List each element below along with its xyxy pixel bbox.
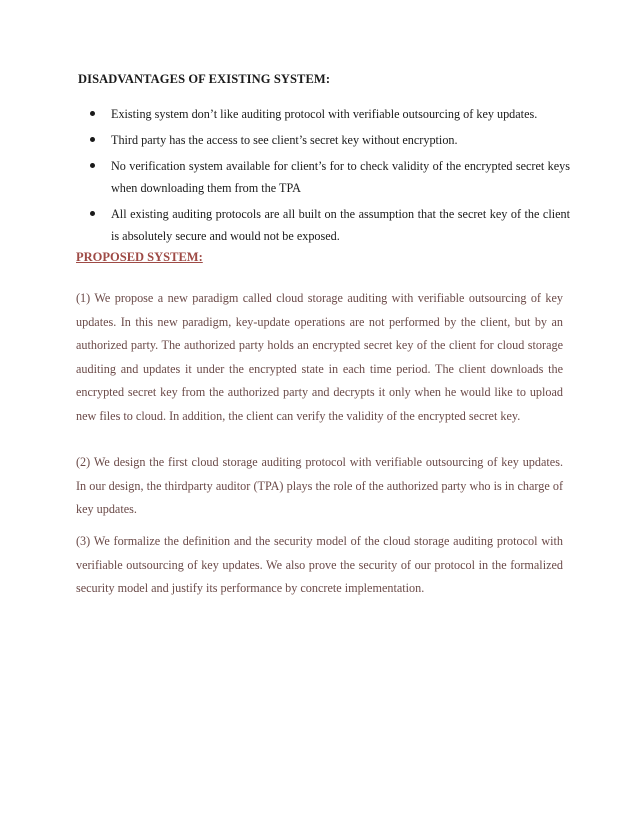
bullet-icon <box>90 211 95 216</box>
proposed-paragraph-2: (2) We design the first cloud storage auditing protocol with verifiable outsourcing of key updates. In our design, the thirdparty auditor (TPA) plays the role of the authorized party who is in charge of key updates. <box>76 455 563 516</box>
disadvantages-heading: DISADVANTAGES OF EXISTING SYSTEM: <box>78 72 331 86</box>
list-item-text: Third party has the access to see client’s secret key without encryption. <box>111 133 458 147</box>
list-item <box>90 155 570 199</box>
list-item <box>90 103 570 125</box>
list-item <box>90 129 570 151</box>
bullet-icon <box>90 137 95 142</box>
list-item <box>90 203 570 247</box>
bullet-icon <box>90 163 95 168</box>
bullet-icon <box>90 111 95 116</box>
disadvantages-list <box>90 103 570 251</box>
list-item-text: Existing system don’t like auditing protocol with verifiable outsourcing of key updates. <box>111 107 538 121</box>
list-item-text: All existing auditing protocols are all built on the assumption that the secret key of the client is absolutely secure and would not be exposed. <box>111 207 570 243</box>
proposed-system-heading: PROPOSED SYSTEM: <box>76 250 203 264</box>
proposed-paragraph-3: (3) We formalize the definition and the security model of the cloud storage auditing protocol with verifiable outsourcing of key updates. We also prove the security of our protocol in the formalized security model and justify its performance by concrete implementation. <box>76 534 563 595</box>
list-item-text: No verification system available for client’s for to check validity of the encrypted secret keys when downloading them from the TPA <box>111 159 570 195</box>
proposed-paragraph-1: (1) We propose a new paradigm called cloud storage auditing with verifiable outsourcing of key updates. In this new paradigm, key-update operations are not performed by the client, but by an authorized party. The authorized party holds an encrypted secret key of the client for cloud storage auditing and updates it under the encrypted state in each time period. The client downloads the encrypted secret key from the authorized party and decrypts it only when he would like to upload new files to cloud. In addition, the client can verify the validity of the encrypted secret key. <box>76 291 563 423</box>
